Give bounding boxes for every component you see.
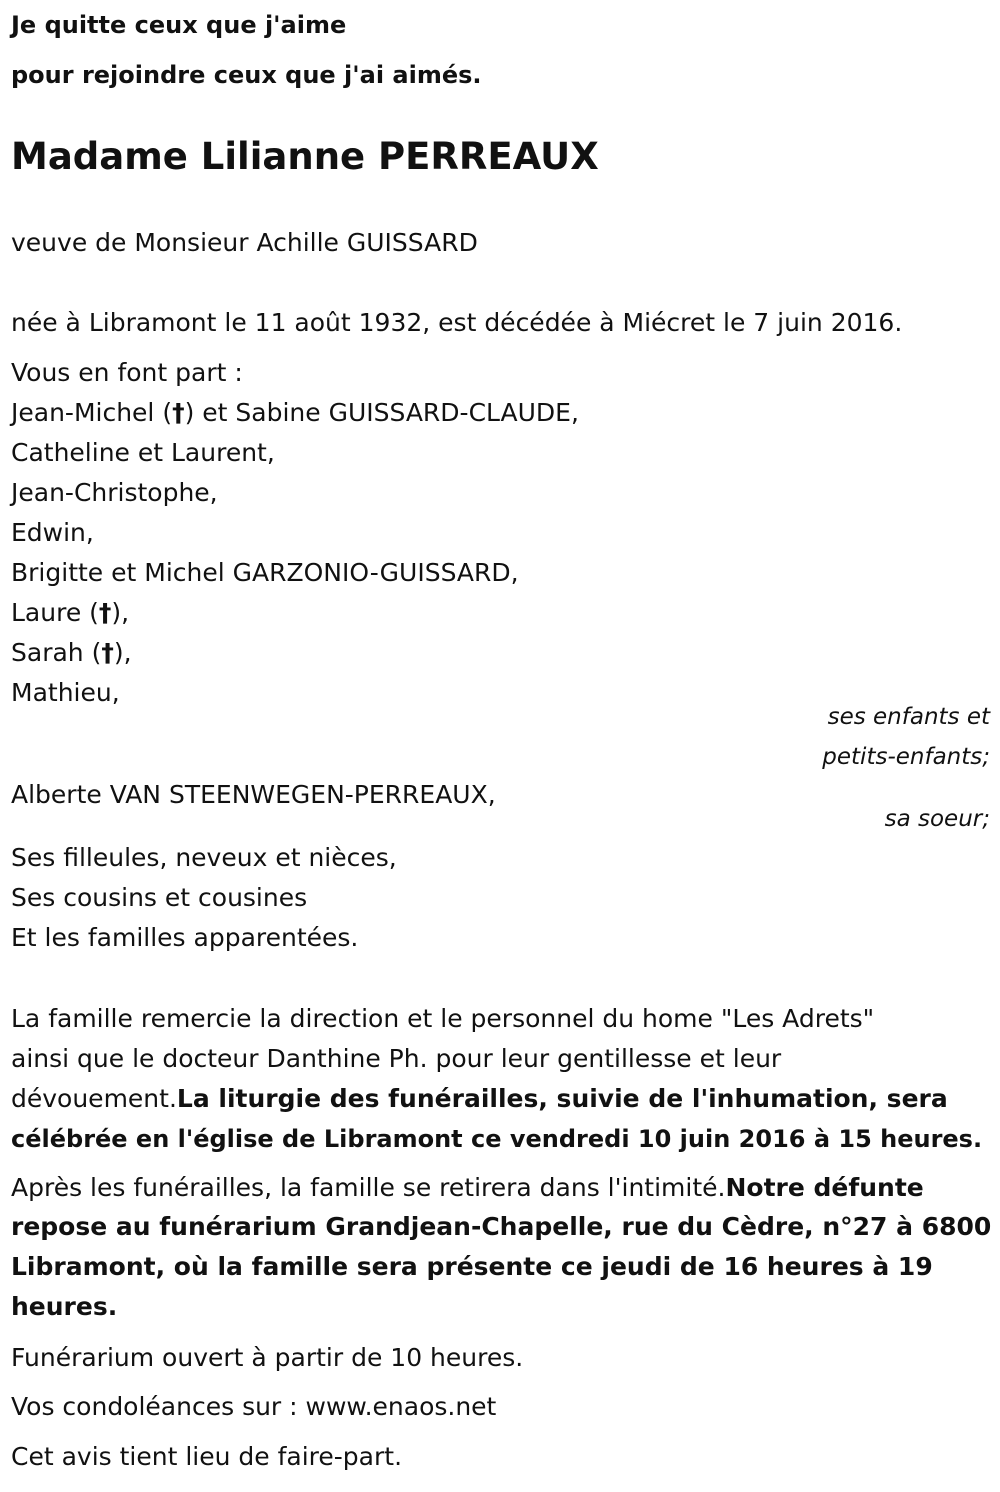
role-children-line-2: petits-enfants; xyxy=(822,744,990,770)
role-sister: sa soeur; xyxy=(884,806,990,832)
thanks-line-3: dévouement.La liturgie des funérailles, suivie de l'inhumation, sera xyxy=(11,1084,948,1113)
epitaph-line-2: pour rejoindre ceux que j'ai aimés. xyxy=(11,61,482,89)
thanks-line-1: La famille remercie la direction et le personnel du home "Les Adrets" xyxy=(11,1004,875,1033)
family-mathieu: Mathieu, xyxy=(11,678,120,707)
after-line-3: Libramont, où la famille sera présente ce jeudi de 16 heures à 19 xyxy=(11,1252,933,1281)
announce-intro: Vous en font part : xyxy=(11,358,243,387)
widow-of: veuve de Monsieur Achille GUISSARD xyxy=(11,228,478,257)
family-familles: Et les familles apparentées. xyxy=(11,923,359,952)
family-cousins: Ses cousins et cousines xyxy=(11,883,308,912)
closing: Cet avis tient lieu de faire-part. xyxy=(11,1442,403,1471)
thanks-line-4: célébrée en l'église de Libramont ce vendredi 10 juin 2016 à 15 heures. xyxy=(11,1125,983,1153)
role-children-line-1: ses enfants et xyxy=(827,704,990,730)
after-line-4: heures. xyxy=(11,1292,118,1321)
family-catheline: Catheline et Laurent, xyxy=(11,438,275,467)
family-alberte: Alberte VAN STEENWEGEN-PERREAUX, xyxy=(11,780,496,809)
after-line-2: repose au funérarium Grandjean-Chapelle, rue du Cèdre, n°27 à 6800 xyxy=(11,1212,992,1241)
after-line-1: Après les funérailles, la famille se retirera dans l'intimité.Notre défunte xyxy=(11,1173,924,1202)
family-laure: Laure (†), xyxy=(11,598,130,627)
family-filleules: Ses filleules, neveux et nièces, xyxy=(11,843,397,872)
thanks-line-2: ainsi que le docteur Danthine Ph. pour leur gentillesse et leur xyxy=(11,1044,782,1073)
cross-icon: † xyxy=(101,638,114,667)
deceased-name: Madame Lilianne PERREAUX xyxy=(11,135,599,178)
funerarium-open: Funérarium ouvert à partir de 10 heures. xyxy=(11,1343,524,1372)
family-edwin: Edwin, xyxy=(11,518,94,547)
epitaph-line-1: Je quitte ceux que j'aime xyxy=(11,11,347,39)
family-jean-michel: Jean-Michel (†) et Sabine GUISSARD-CLAUDE, xyxy=(11,398,579,427)
cross-icon: † xyxy=(98,598,112,627)
family-brigitte: Brigitte et Michel GARZONIO-GUISSARD, xyxy=(11,558,519,587)
condolences: Vos condoléances sur : www.enaos.net xyxy=(11,1392,497,1421)
family-jean-christophe: Jean-Christophe, xyxy=(11,478,218,507)
family-sarah: Sarah (†), xyxy=(11,638,132,667)
birth-death: née à Libramont le 11 août 1932, est décédée à Miécret le 7 juin 2016. xyxy=(11,308,903,337)
cross-icon: † xyxy=(172,398,185,427)
